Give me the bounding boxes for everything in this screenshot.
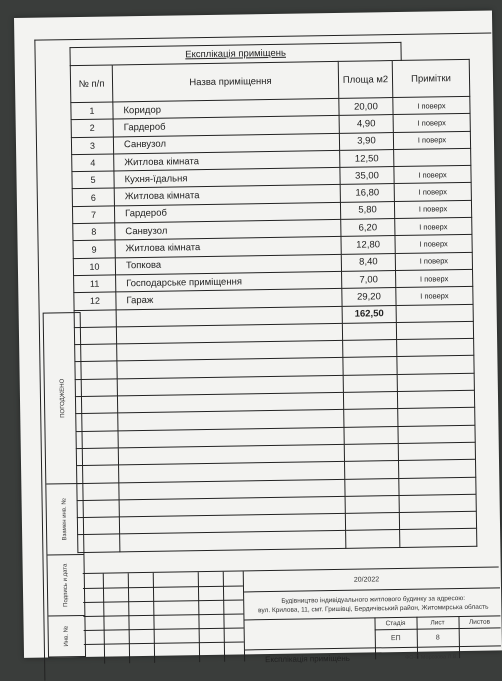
row-note: I поверх <box>393 114 470 133</box>
row-name: Санвузол <box>113 133 339 154</box>
stage-label: Стадія <box>385 619 406 628</box>
side-sign-cell <box>47 555 84 617</box>
project-description-line1: Будівництво індивідуального житлового будинку за адресою: <box>281 594 466 605</box>
sheet-label: Лист <box>430 619 445 627</box>
row-name: Житлова кімната <box>115 237 341 258</box>
side-sign-label: Подпись и дата <box>62 563 70 607</box>
title-block-info <box>243 567 501 665</box>
row-note: I поверх <box>395 252 472 271</box>
row-area: 4,90 <box>339 115 393 133</box>
side-inv-label: Инв. № <box>63 625 70 647</box>
side-replaced-cell <box>46 484 83 556</box>
row-note: I поверх <box>396 287 473 306</box>
row-area: 8,40 <box>341 253 395 271</box>
row-note: I поверх <box>393 131 470 150</box>
sheets-label: Листов <box>468 618 491 626</box>
row-area: 29,20 <box>342 288 396 306</box>
row-area: 6,20 <box>341 219 395 237</box>
company-name: ФО-П Морозова Л.В. <box>405 654 458 661</box>
title-block-grid <box>83 571 244 664</box>
row-name: Кухня-їдальня <box>114 168 340 189</box>
row-num: 8 <box>73 223 115 241</box>
row-area: 20,00 <box>339 98 393 116</box>
stamp-values <box>375 633 501 642</box>
row-note: I поверх <box>394 200 471 219</box>
row-area: 35,00 <box>340 167 394 185</box>
row-note: I поверх <box>393 96 470 115</box>
row-name: Санвузол <box>115 219 341 240</box>
row-name: Гардероб <box>114 202 340 223</box>
row-num: 3 <box>71 137 113 155</box>
row-name: Гараж <box>116 289 342 310</box>
row-num: 12 <box>74 292 116 310</box>
header-name: Назва приміщення <box>112 61 339 102</box>
row-note: I поверх <box>396 269 473 288</box>
total-area: 162,50 <box>342 305 396 323</box>
table-header-row <box>70 59 470 102</box>
row-area: 12,50 <box>340 149 394 167</box>
row-name: Господарське приміщення <box>116 271 342 292</box>
row-area: 7,00 <box>342 271 396 289</box>
table-title: Експлікація приміщень <box>69 42 401 66</box>
row-name: Житлова кімната <box>114 185 340 206</box>
project-code: 20/2022 <box>353 576 380 584</box>
side-signature-strip <box>43 312 86 658</box>
row-note: I поверх <box>395 217 472 236</box>
row-num: 6 <box>72 188 114 206</box>
stamp-labels <box>375 618 501 627</box>
row-name: Топкова <box>115 254 341 275</box>
title-block <box>83 566 500 664</box>
row-name: Житлова кімната <box>114 150 340 171</box>
row-num: 11 <box>74 275 116 293</box>
row-num: 4 <box>72 154 114 172</box>
row-note: I поверх <box>394 166 471 185</box>
row-name: Гардероб <box>113 116 339 137</box>
header-num: № п/п <box>70 65 113 103</box>
row-area: 16,80 <box>340 184 394 202</box>
row-num: 1 <box>71 102 113 120</box>
project-description <box>248 593 498 615</box>
row-num: 2 <box>71 119 113 137</box>
document-sheet <box>14 10 502 665</box>
side-agreed-cell <box>44 313 83 485</box>
row-num: 5 <box>72 171 114 189</box>
header-area: Площа м2 <box>338 61 393 99</box>
header-notes: Примітки <box>392 59 470 97</box>
row-name: Коридор <box>113 98 339 119</box>
row-num: 7 <box>72 206 114 224</box>
side-replaced-label: Взамен инв. № <box>61 498 69 541</box>
row-num: 10 <box>73 258 115 276</box>
side-agreed-label: ПОГОДЖЕНО <box>59 378 67 418</box>
sheet-value: 8 <box>435 634 440 642</box>
project-description-line2: вул. Крилова, 11, смт. Гришівці, Бердичівський район, Житомирська область <box>258 603 489 615</box>
row-area: 5,80 <box>340 201 394 219</box>
row-num: 9 <box>73 240 115 258</box>
side-inv-cell <box>48 616 85 657</box>
stage-value: ЕП <box>390 635 401 643</box>
row-note: I поверх <box>395 235 472 254</box>
row-area: 12,80 <box>341 236 395 254</box>
row-area: 3,90 <box>339 132 393 150</box>
sheet-title: Експлікація приміщень <box>265 653 350 665</box>
rooms-table <box>70 59 478 553</box>
row-note <box>394 148 471 167</box>
row-note: I поверх <box>394 183 471 202</box>
